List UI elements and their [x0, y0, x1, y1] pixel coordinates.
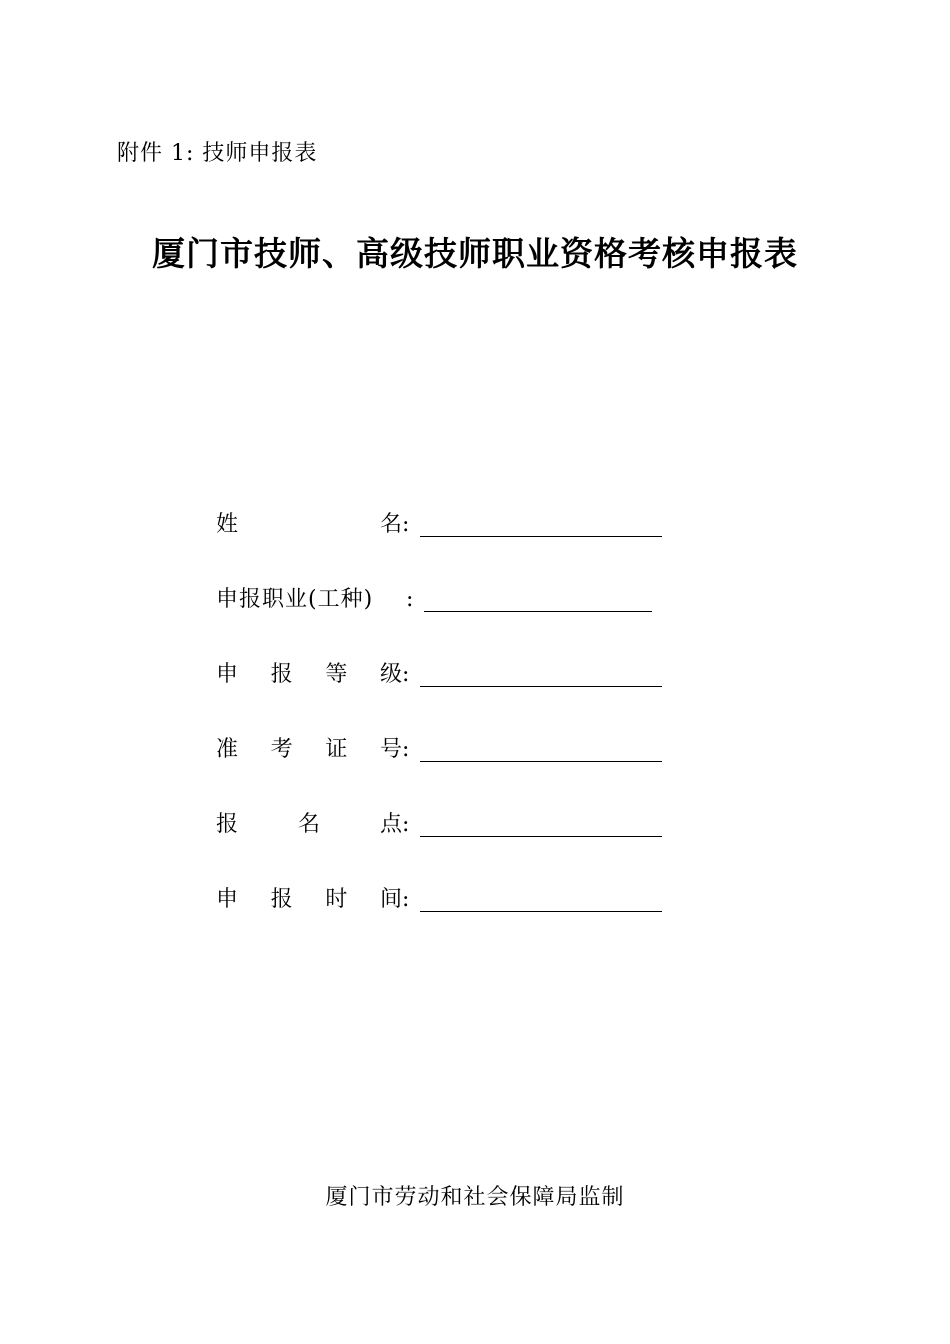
label-char: 申: [216, 662, 239, 687]
label-char: 时: [325, 887, 348, 912]
registration-site-input-line[interactable]: [420, 836, 662, 837]
label-char: 级: [379, 662, 402, 687]
application-time-input-line[interactable]: [420, 911, 662, 912]
field-label: [216, 805, 402, 845]
label-colon: :: [402, 737, 410, 762]
label-colon: :: [402, 887, 410, 912]
label-colon: :: [402, 662, 410, 687]
occupation-input-line[interactable]: [424, 611, 652, 612]
name-input-line[interactable]: [420, 536, 662, 537]
field-label: [216, 880, 402, 920]
label-char: 报: [270, 887, 293, 912]
label-char: 报: [216, 812, 239, 837]
label-char: 间: [379, 887, 402, 912]
label-char: 姓: [216, 512, 239, 537]
label-char: 准: [216, 737, 239, 762]
label-char: 考: [270, 737, 293, 762]
issuer-footer: 厦门市劳动和社会保障局监制: [325, 1185, 625, 1210]
attachment-label: 附件 1: 技师申报表: [117, 141, 318, 166]
field-label: 申报职业(工种): [216, 587, 374, 612]
field-label: [216, 505, 402, 545]
label-char: 名: [297, 812, 320, 837]
admission-number-input-line[interactable]: [420, 761, 662, 762]
label-char: 证: [325, 737, 348, 762]
form-title: 厦门市技师、高级技师职业资格考核申报表: [152, 234, 798, 273]
label-char: 点: [379, 812, 402, 837]
level-input-line[interactable]: [420, 686, 662, 687]
label-char: 名: [379, 512, 402, 537]
label-char: 号: [379, 737, 402, 762]
label-colon: :: [402, 512, 410, 537]
label-char: 等: [325, 662, 348, 687]
field-label: [216, 655, 402, 695]
field-label: [216, 730, 402, 770]
label-char: 报: [270, 662, 293, 687]
label-colon: :: [402, 812, 410, 837]
label-char: 申: [216, 887, 239, 912]
label-colon: :: [406, 587, 414, 612]
